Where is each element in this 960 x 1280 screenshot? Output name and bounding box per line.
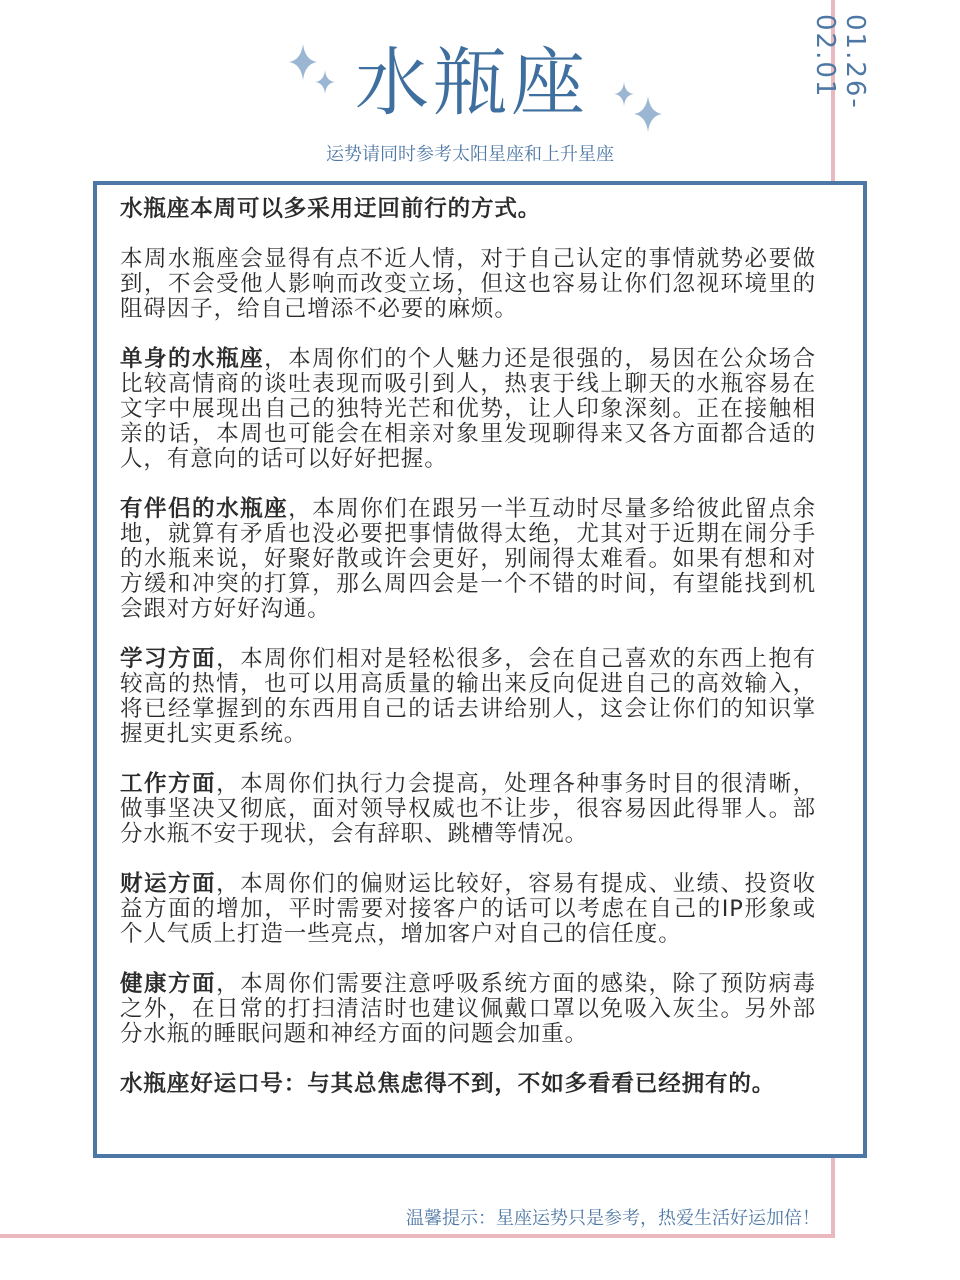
section-wealth: 财运方面，本周你们的偏财运比较好，容易有提成、业绩、投资收益方面的增加，平时需要对接客户的话可以考虑在自己的IP形象或个人气质上打造一些亮点，增加客户对自己的信任度。 bbox=[120, 871, 816, 947]
section-label: 工作方面 bbox=[120, 771, 217, 797]
section-label: 财运方面 bbox=[120, 871, 217, 897]
sparkle-icon bbox=[285, 40, 341, 100]
section-work: 工作方面，本周你们执行力会提高，处理各种事务时目的很清晰，做事坚决又彻底，面对领导权威也不让步，很容易因此得罪人。部分水瓶不安于现状，会有辞职、跳槽等情况。 bbox=[120, 771, 816, 847]
horoscope-text bbox=[120, 197, 816, 1122]
section-study: 学习方面，本周你们相对是轻松很多，会在自己喜欢的东西上抱有较高的热情，也可以用高质量的输出来反向促进自己的高效输入，将已经掌握到的东西用自己的话去讲给别人，这会让你们的知识掌握更扎实更系统。 bbox=[120, 646, 816, 747]
section-label: 有伴侣的水瓶座 bbox=[120, 496, 289, 522]
section-partnered: 有伴侣的水瓶座，本周你们在跟另一半互动时尽量多给彼此留点余地，就算有矛盾也没必要把事情做得太绝，尤其对于近期在闹分手的水瓶来说，好聚好散或许会更好，别闹得太难看。如果有想和对方缓和冲突的打算，那么周四会是一个不错的时间，有望能找到机会跟对方好好沟通。 bbox=[120, 496, 816, 622]
date-range: 01.26-02.01 bbox=[810, 14, 870, 110]
page-title: 水瓶座 bbox=[355, 40, 589, 126]
section-single: 单身的水瓶座，本周你们的个人魅力还是很强的，易因在公众场合比较高情商的谈吐表现而吸引到人，热衷于线上聊天的水瓶容易在文字中展现出自己的独特光芒和优势，让人印象深刻。正在接触相亲的话，本周也可能会在相亲对象里发现聊得来又各方面都合适的人，有意向的话可以好好把握。 bbox=[120, 346, 817, 472]
intro-body: 本周水瓶座会显得有点不近人情，对于自己认定的事情就势必要做到，不会受他人影响而改变立场，但这也容易让你们忽视环境里的阻碍因子，给自己增添不必要的麻烦。 bbox=[120, 246, 816, 322]
intro-headline: 水瓶座本周可以多采用迂回前行的方式。 bbox=[120, 196, 542, 222]
section-label: 单身的水瓶座 bbox=[120, 346, 265, 372]
section-label: 学习方面 bbox=[120, 646, 217, 672]
subtitle: 运势请同时参考太阳星座和上升星座 bbox=[326, 144, 614, 165]
sparkle-icon bbox=[610, 78, 666, 138]
section-health: 健康方面，本周你们需要注意呼吸系统方面的感染，除了预防病毒之外，在日常的打扫清洁时也建议佩戴口罩以免吸入灰尘。另外部分水瓶的睡眠问题和神经方面的问题会加重。 bbox=[120, 971, 816, 1047]
pink-horizontal-line bbox=[0, 1234, 835, 1238]
slogan: 水瓶座好运口号：与其总焦虑得不到，不如多看看已经拥有的。 bbox=[120, 1071, 776, 1097]
section-label: 健康方面 bbox=[120, 971, 217, 997]
footer-tip: 温馨提示：星座运势只是参考，热爱生活好运加倍！ bbox=[406, 1208, 820, 1229]
